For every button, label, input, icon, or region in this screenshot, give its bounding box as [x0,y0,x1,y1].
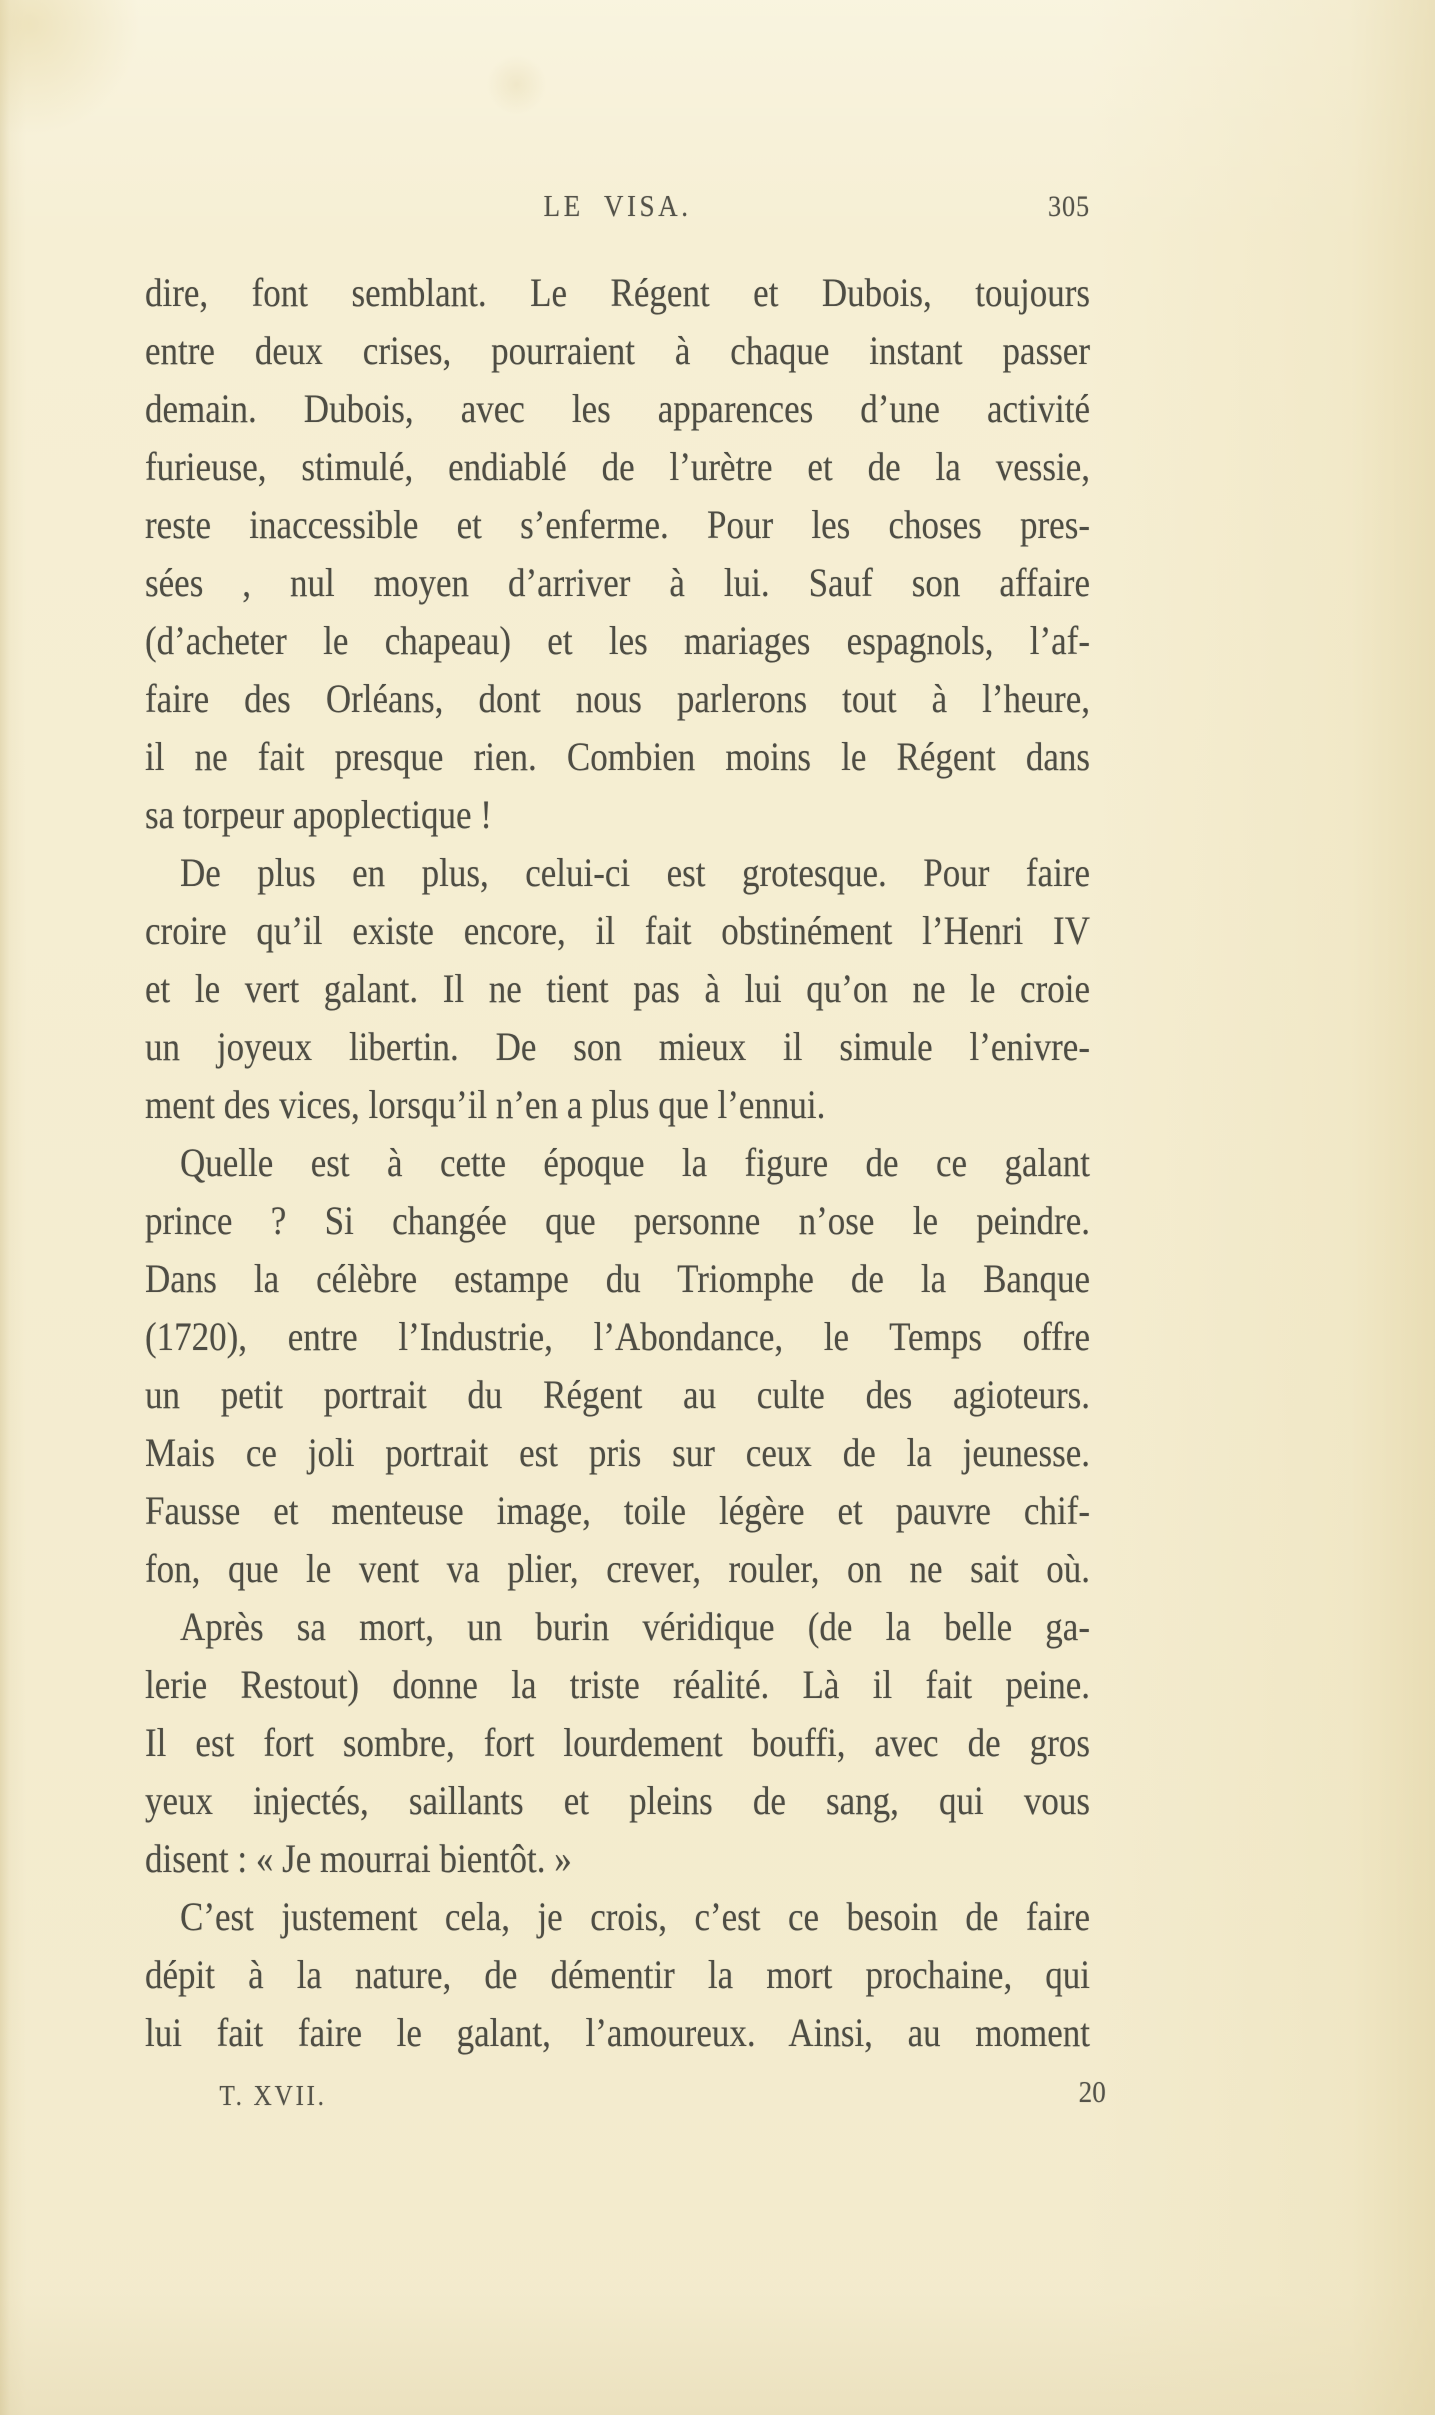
text-line: lui fait faire le galant, l’amoureux. Ainsi, au moment [145,2010,1090,2055]
volume-label: T. XVII. [219,2080,327,2112]
text-line: Fausse et menteuse image, toile légère et pauvre chif- [145,1488,1090,1533]
text-line: entre deux crises, pourraient à chaque instant passer [145,328,1090,373]
text-line: et le vert galant. Il ne tient pas à lui qu’on ne le croie [145,966,1090,1011]
text-line: (d’acheter le chapeau) et les mariages espagnols, l’af- [145,618,1090,663]
text-line: yeux injectés, saillants et pleins de sang, qui vous [145,1778,1090,1823]
text-line: Après sa mort, un burin véridique (de la belle ga- [180,1604,1090,1649]
text-line: Mais ce joli portrait est pris sur ceux de la jeunesse. [145,1430,1090,1475]
text-line: sa torpeur apoplectique ! [145,792,492,837]
running-title: LE VISA. [543,188,692,223]
text-line: ment des vices, lorsqu’il n’en a plus que l’ennui. [145,1082,826,1127]
text-line: Il est fort sombre, fort lourdement bouffi, avec de gros [145,1720,1090,1765]
page-footer [145,2074,1106,2118]
page-header [145,188,1090,264]
signature-number: 20 [1078,2074,1106,2109]
text-line: un joyeux libertin. De son mieux il simule l’enivre- [145,1024,1090,1069]
text-column [145,188,1106,2118]
text-line: furieuse, stimulé, endiablé de l’urètre et de la vessie, [145,444,1090,489]
text-line: dire, font semblant. Le Régent et Dubois, toujours [145,270,1090,315]
text-line: Quelle est à cette époque la figure de ce galant [180,1140,1090,1185]
text-line: faire des Orléans, dont nous parlerons tout à l’heure, [145,676,1090,721]
text-line: demain. Dubois, avec les apparences d’une activité [145,386,1090,431]
text-line: fon, que le vent va plier, crever, rouler, on ne sait où. [145,1546,1090,1591]
text-line: il ne fait presque rien. Combien moins le Régent dans [145,734,1090,779]
page-number: 305 [1048,190,1090,223]
text-line: sées , nul moyen d’arriver à lui. Sauf son affaire [145,560,1090,605]
text-line: prince ? Si changée que personne n’ose le peindre. [145,1198,1090,1243]
text-line: De plus en plus, celui-ci est grotesque. Pour faire [180,850,1090,895]
text-line: reste inaccessible et s’enferme. Pour les choses pres- [145,502,1090,547]
text-line: disent : « Je mourrai bientôt. » [145,1836,572,1881]
text-line: Dans la célèbre estampe du Triomphe de la Banque [145,1256,1090,1301]
text-line: (1720), entre l’Industrie, l’Abondance, le Temps offre [145,1314,1090,1359]
body-text [145,264,1090,2062]
text-line: dépit à la nature, de démentir la mort prochaine, qui [145,1952,1090,1997]
text-line: C’est justement cela, je crois, c’est ce besoin de faire [180,1894,1090,1939]
text-line: croire qu’il existe encore, il fait obstinément l’Henri IV [145,908,1090,953]
text-line: lerie Restout) donne la triste réalité. Là il fait peine. [145,1662,1090,1707]
text-line: un petit portrait du Régent au culte des agioteurs. [145,1372,1090,1417]
